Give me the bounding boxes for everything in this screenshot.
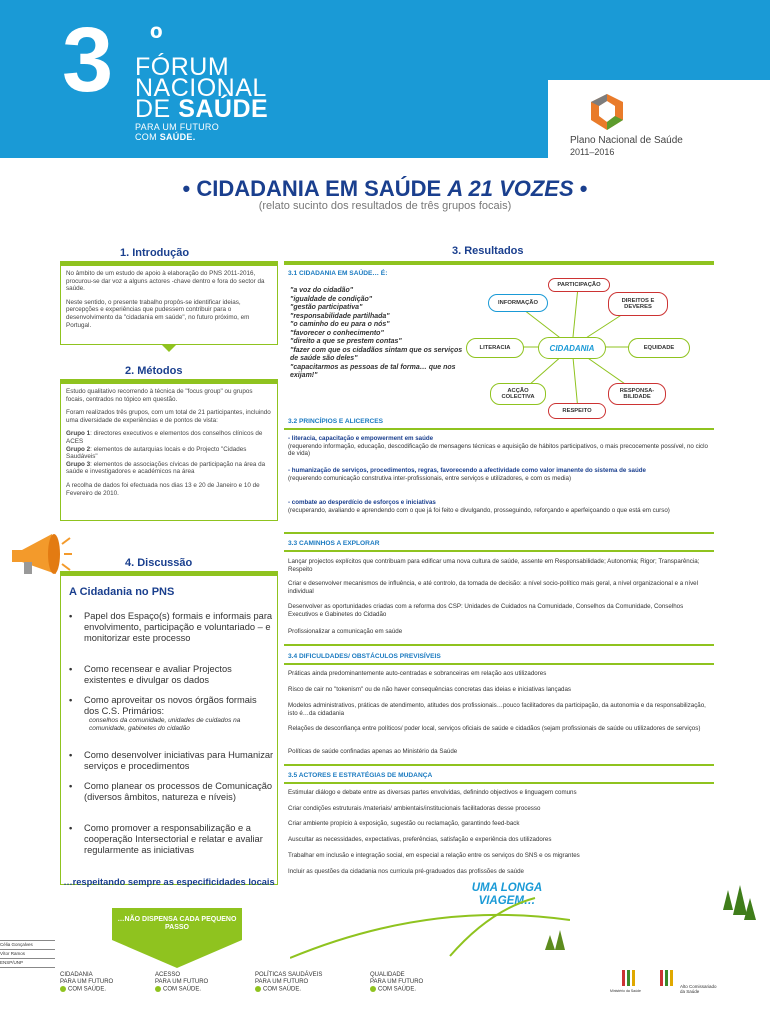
node-informacao: INFORMAÇÃO <box>488 294 548 312</box>
pns-years: 2011–2016 <box>570 147 615 157</box>
pns-logo-panel <box>548 80 770 158</box>
bullet-icon <box>60 986 66 992</box>
s34-item: Modelos administrativos, práticas de atendimento, atitudes dos profissionais…pouco facilitadores da participação, da autonomia e da responsabilização, isto é…da cidadania <box>288 702 706 717</box>
list-item: • Como promover a responsabilização e a cooperação Intersectorial e relatar e avaliar regularmente as iniciativas <box>69 823 263 855</box>
s35-item: Criar ambiente propício à exposição, sugestão ou reclamação, garantindo feed-back <box>288 820 520 827</box>
discussion-closing: …respeitando sempre as especificidades locais <box>63 877 275 887</box>
node-participacao: PARTICIPAÇÃO <box>548 278 610 292</box>
s33-bar <box>284 550 714 552</box>
list-item: • Como recensear e avaliar Projectos existentes e divulgar os dados <box>69 664 232 685</box>
list-item: • Como aproveitar os novos órgãos formais dos C.S. Primários: conselhos da comunidade, unidades de cuidados na comunidade, gabinetes do cidadão <box>69 695 274 732</box>
s34-item: Relações de desconfiança entre políticos/ poder local, serviços oficiais de saúde e cidadãos (sejam profissionais de saúde ou utilizadores de serviços) <box>288 725 701 732</box>
forum-logo-text: FÓRUM NACIONAL DE SAÚDE <box>135 53 269 123</box>
forum-tagline: PARA UM FUTURO COM SAÚDE. <box>135 122 220 142</box>
s34-bar <box>284 663 714 665</box>
intro-box: No âmbito de um estudo de apoio à elaboração do PNS 2011-2016, procurou-se dar voz a alguns actores -chave dentro e fora do sector da saúde. Neste sentido, o presente trabalho propôs-se identificar ideias, percepções e experiências que pudessem contribuir para o desenvolvimento da "cidadania em saúde", no futuro próximo, em Portugal. <box>60 265 278 345</box>
authors: Célia Gonçalves Vítor Ramos ENSP/UNP <box>0 940 55 968</box>
chevron-down-icon <box>162 345 176 352</box>
s33-item: Profissionalizar a comunicação em saúde <box>288 628 403 635</box>
s34-title: 3.4 DIFICULDADES/ OBSTÁCULOS PREVISÍVEIS <box>288 653 441 660</box>
discussion-sub-items: conselhos da comunidade, unidades de cuidados na comunidade, gabinetes do cidadão <box>89 717 241 732</box>
s35-item: Criar condições estruturais /materiais/ ambientais/institucionais facilitadoras desse processo <box>288 805 541 812</box>
footer-link-acesso: ACESSO PARA UM FUTURO COM SAÚDE. <box>155 972 209 993</box>
bullet-icon <box>370 986 376 992</box>
discussion-box <box>60 575 278 885</box>
results-heading: 3. Resultados <box>452 245 524 257</box>
s35-item: Estimular diálogo e debate entre as diversas partes envolvidas, definindo objectivos e linguagem comuns <box>288 789 577 796</box>
node-direitos: DIREITOS E DEVERES <box>608 292 668 316</box>
intro-heading: 1. Introdução <box>120 247 190 259</box>
s35-item: Trabalhar em inclusão e integração social, em especial a relação entre os serviços do SNS e os migrantes <box>288 852 580 859</box>
footer-link-politicas: POLÍTICAS SAUDÁVEIS PARA UM FUTURO COM SAÚDE. <box>255 972 323 993</box>
results-bar <box>284 261 714 265</box>
s32-bar <box>284 428 714 430</box>
s32-item: - humanização de serviços, procedimentos, regras, favorecendo a afectividade como valor imanente do sistema de saúde (requerendo comunicação construtiva inter-profissionais, entre serviços e utilizadores, e com os media) <box>288 467 646 482</box>
methods-heading: 2. Métodos <box>125 365 183 377</box>
bullet-icon <box>255 986 261 992</box>
methods-box: Estudo qualitativo recorrendo à técnica de "focus group" ou grupos focais, centrados no tópico em questão. Foram realizados três grupos, com um total de 21 participantes, incluindo uma diversidade de experiências e de pontos de vista: Grupo 1: directores executivos e elementos dos conselhos clínicos de ACES Grupo 2: elementos de autarquias locais e do Projecto "Cidades Saudáveis" Grupo 3: elementos de associações cívicas de participação na área da saúde e investigadores e académicos na área A recolha de dados foi efectuada nos dias 13 e 20 de Janeiro e 10 de Fevereiro de 2010. <box>60 383 278 521</box>
footer-link-cidadania: CIDADANIA PARA UM FUTURO COM SAÚDE. <box>60 972 114 993</box>
road-illustration-icon <box>290 890 570 960</box>
acs-label: Alto Comissariado da Saúde <box>680 984 717 994</box>
node-responsabilidade: RESPONSA-BILIDADE <box>608 383 666 405</box>
quotes-list: "a voz do cidadão" "igualdade de condição" "gestão participativa" "responsabilidade partilhada" "o caminho do eu para o nós" "favorecer o conhecimento" "direito a que se prestem contas" "fazer com que os cidadãos sintam que os serviços de saúde são deles" "capacitarmos as pessoas de tal forma… que nos exijam!" <box>290 287 463 379</box>
discussion-heading: 4. Discussão <box>125 557 193 569</box>
s33-item: Desenvolver as oportunidades criadas com a reforma dos CSP: Unidades de Cuidados na Comunidade, Conselhos da Comunidade, Conselhos Executivos e Gabinetes do Cidadão <box>288 603 684 618</box>
acs-logo-icon <box>656 968 678 988</box>
node-equidade: EQUIDADE <box>628 338 690 358</box>
s34-item: Práticas ainda predominantemente auto-centradas e sobranceiras em relação aos utilizadores <box>288 670 547 677</box>
list-item: • Papel dos Espaço(s) formais e informais para envolvimento, participação e voluntariado – e monitorizar este processo <box>69 611 273 643</box>
s33-bar-top <box>284 532 714 534</box>
s35-item: Incluir as questões da cidadania nos curricula pré-graduados das profissões de saúde <box>288 868 524 875</box>
node-respeito: RESPEITO <box>548 403 606 419</box>
poster-title: • CIDADANIA EM SAÚDE A 21 VOZES • <box>182 176 588 201</box>
trees-icon <box>718 870 758 950</box>
discussion-box-title: A Cidadania no PNS <box>69 586 175 598</box>
s33-item: Criar e desenvolver mecanismos de influência, e até controlo, da tomada de decisão: a nível socio-político mais geral, a nível organizacional e a nível individual <box>288 580 698 595</box>
s35-bar-top <box>284 764 714 766</box>
s34-bar-top <box>284 644 714 646</box>
s35-item: Auscultar as necessidades, expectativas, preferências, satisfação e experiência dos utilizadores <box>288 836 552 843</box>
s34-item: Políticas de saúde confinadas apenas ao Ministério da Saúde <box>288 748 458 755</box>
forum-logo-number: 3 º <box>62 9 163 111</box>
journey-text: UMA LONGA VIAGEM… <box>471 882 543 907</box>
node-accao: ACÇÃO COLECTIVA <box>490 383 546 405</box>
pns-title: Plano Nacional de Saúde <box>570 135 683 146</box>
header-banner <box>0 0 770 158</box>
s33-title: 3.3 CAMINHOS A EXPLORAR <box>288 540 380 547</box>
s35-title: 3.5 ACTORES E ESTRATÉGIAS DE MUDANÇA <box>288 772 433 779</box>
s33-item: Lançar projectos explícitos que contribuam para edificar uma nova cultura de saúde, assente em Responsabilidade; Autonomia; Rigor; Transparência; Respeito <box>288 558 700 573</box>
s32-title: 3.2 PRINCÍPIOS E ALICERCES <box>288 418 384 425</box>
list-item: • Como desenvolver iniciativas para Humanizar serviços e procedimentos <box>69 750 274 771</box>
ministry-label: Ministério da Saúde <box>610 989 641 993</box>
ministry-logo-icon <box>618 968 640 988</box>
node-literacia: LITERACIA <box>466 338 524 358</box>
node-cidadania: CIDADANIA <box>538 337 606 359</box>
s34-item: Risco de cair no "tokenism" ou de não haver consequências concretas das ideias e iniciativas lançadas <box>288 686 571 693</box>
list-item: • Como planear os processos de Comunicação (diversos âmbitos, natureza e níveis) <box>69 781 273 802</box>
pns-logo-icon <box>585 92 629 132</box>
s31-title: 3.1 CIDADANIA EM SAÚDE… É: <box>288 270 388 277</box>
bullet-icon <box>155 986 161 992</box>
s32-item: - combate ao desperdício de esforços e iniciativas (recuperando, avaliando e aprendendo com o que já foi feito e divulgando, prosseguindo, reforçando e aperfeiçoando o que está em curso) <box>288 499 670 514</box>
step-arrow-text: …NÃO DISPENSA CADA PEQUENO PASSO <box>117 916 237 931</box>
footer-link-qualidade: QUALIDADE PARA UM FUTURO COM SAÚDE. <box>370 972 424 993</box>
poster-subtitle: (relato sucinto dos resultados de três grupos focais) <box>258 200 512 212</box>
s32-item: - literacia, capacitação e empowerment em saúde (requerendo informação, educação, descodificação de mensagens técnicas e aquisição de hábitos participativos, o mais precocemente possível, no ciclo de vida) <box>288 435 708 458</box>
s35-bar <box>284 782 714 784</box>
